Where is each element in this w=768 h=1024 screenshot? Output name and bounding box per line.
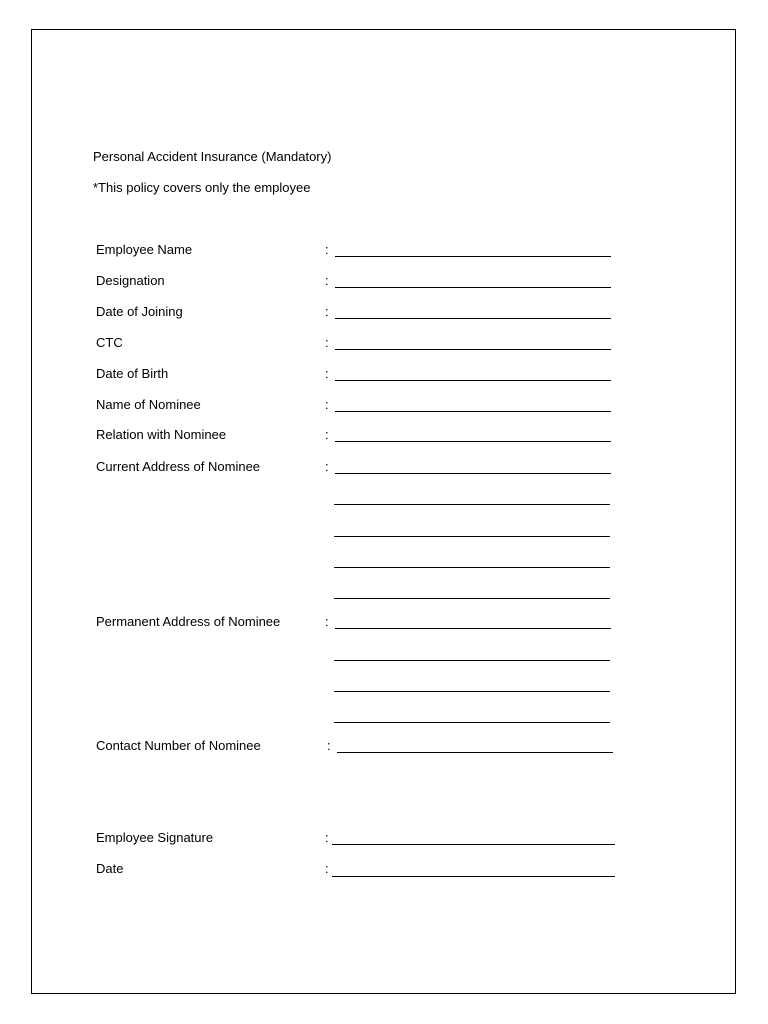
permanent-address-label: Permanent Address of Nominee [96, 614, 281, 629]
permanent-address-line-1[interactable] [335, 628, 611, 629]
current-address-label: Current Address of Nominee [96, 459, 261, 474]
employee-signature-label: Employee Signature [96, 830, 214, 845]
date-label: Date [96, 861, 124, 876]
designation-label: Designation [96, 273, 165, 288]
colon: : [325, 366, 329, 381]
colon: : [325, 614, 329, 629]
current-address-line-5[interactable] [334, 598, 610, 599]
permanent-address-line-4[interactable] [334, 722, 610, 723]
current-address-line-1[interactable] [335, 473, 611, 474]
colon: : [325, 242, 329, 257]
contact-number-label: Contact Number of Nominee [96, 738, 261, 753]
current-address-line-2[interactable] [334, 504, 610, 505]
ctc-line[interactable] [335, 349, 611, 350]
relation-with-nominee-label: Relation with Nominee [96, 427, 227, 442]
current-address-line-3[interactable] [334, 536, 610, 537]
name-of-nominee-line[interactable] [335, 411, 611, 412]
employee-signature-line[interactable] [332, 844, 615, 845]
permanent-address-line-3[interactable] [334, 691, 610, 692]
name-of-nominee-label: Name of Nominee [96, 397, 201, 412]
colon: : [325, 830, 329, 845]
relation-with-nominee-line[interactable] [335, 441, 611, 442]
form-title: Personal Accident Insurance (Mandatory) [93, 149, 332, 164]
date-of-joining-label: Date of Joining [96, 304, 183, 319]
colon: : [325, 861, 329, 876]
form-page [31, 29, 736, 994]
designation-line[interactable] [335, 287, 611, 288]
colon: : [325, 459, 329, 474]
employee-name-line[interactable] [335, 256, 611, 257]
ctc-label: CTC [96, 335, 123, 350]
colon: : [325, 273, 329, 288]
colon: : [325, 397, 329, 412]
colon: : [327, 738, 331, 753]
date-line[interactable] [332, 876, 615, 877]
colon: : [325, 427, 329, 442]
colon: : [325, 304, 329, 319]
date-of-birth-line[interactable] [335, 380, 611, 381]
date-of-birth-label: Date of Birth [96, 366, 169, 381]
employee-name-label: Employee Name [96, 242, 193, 257]
colon: : [325, 335, 329, 350]
policy-note: *This policy covers only the employee [93, 180, 311, 195]
current-address-line-4[interactable] [334, 567, 610, 568]
permanent-address-line-2[interactable] [334, 660, 610, 661]
date-of-joining-line[interactable] [335, 318, 611, 319]
contact-number-line[interactable] [337, 752, 613, 753]
